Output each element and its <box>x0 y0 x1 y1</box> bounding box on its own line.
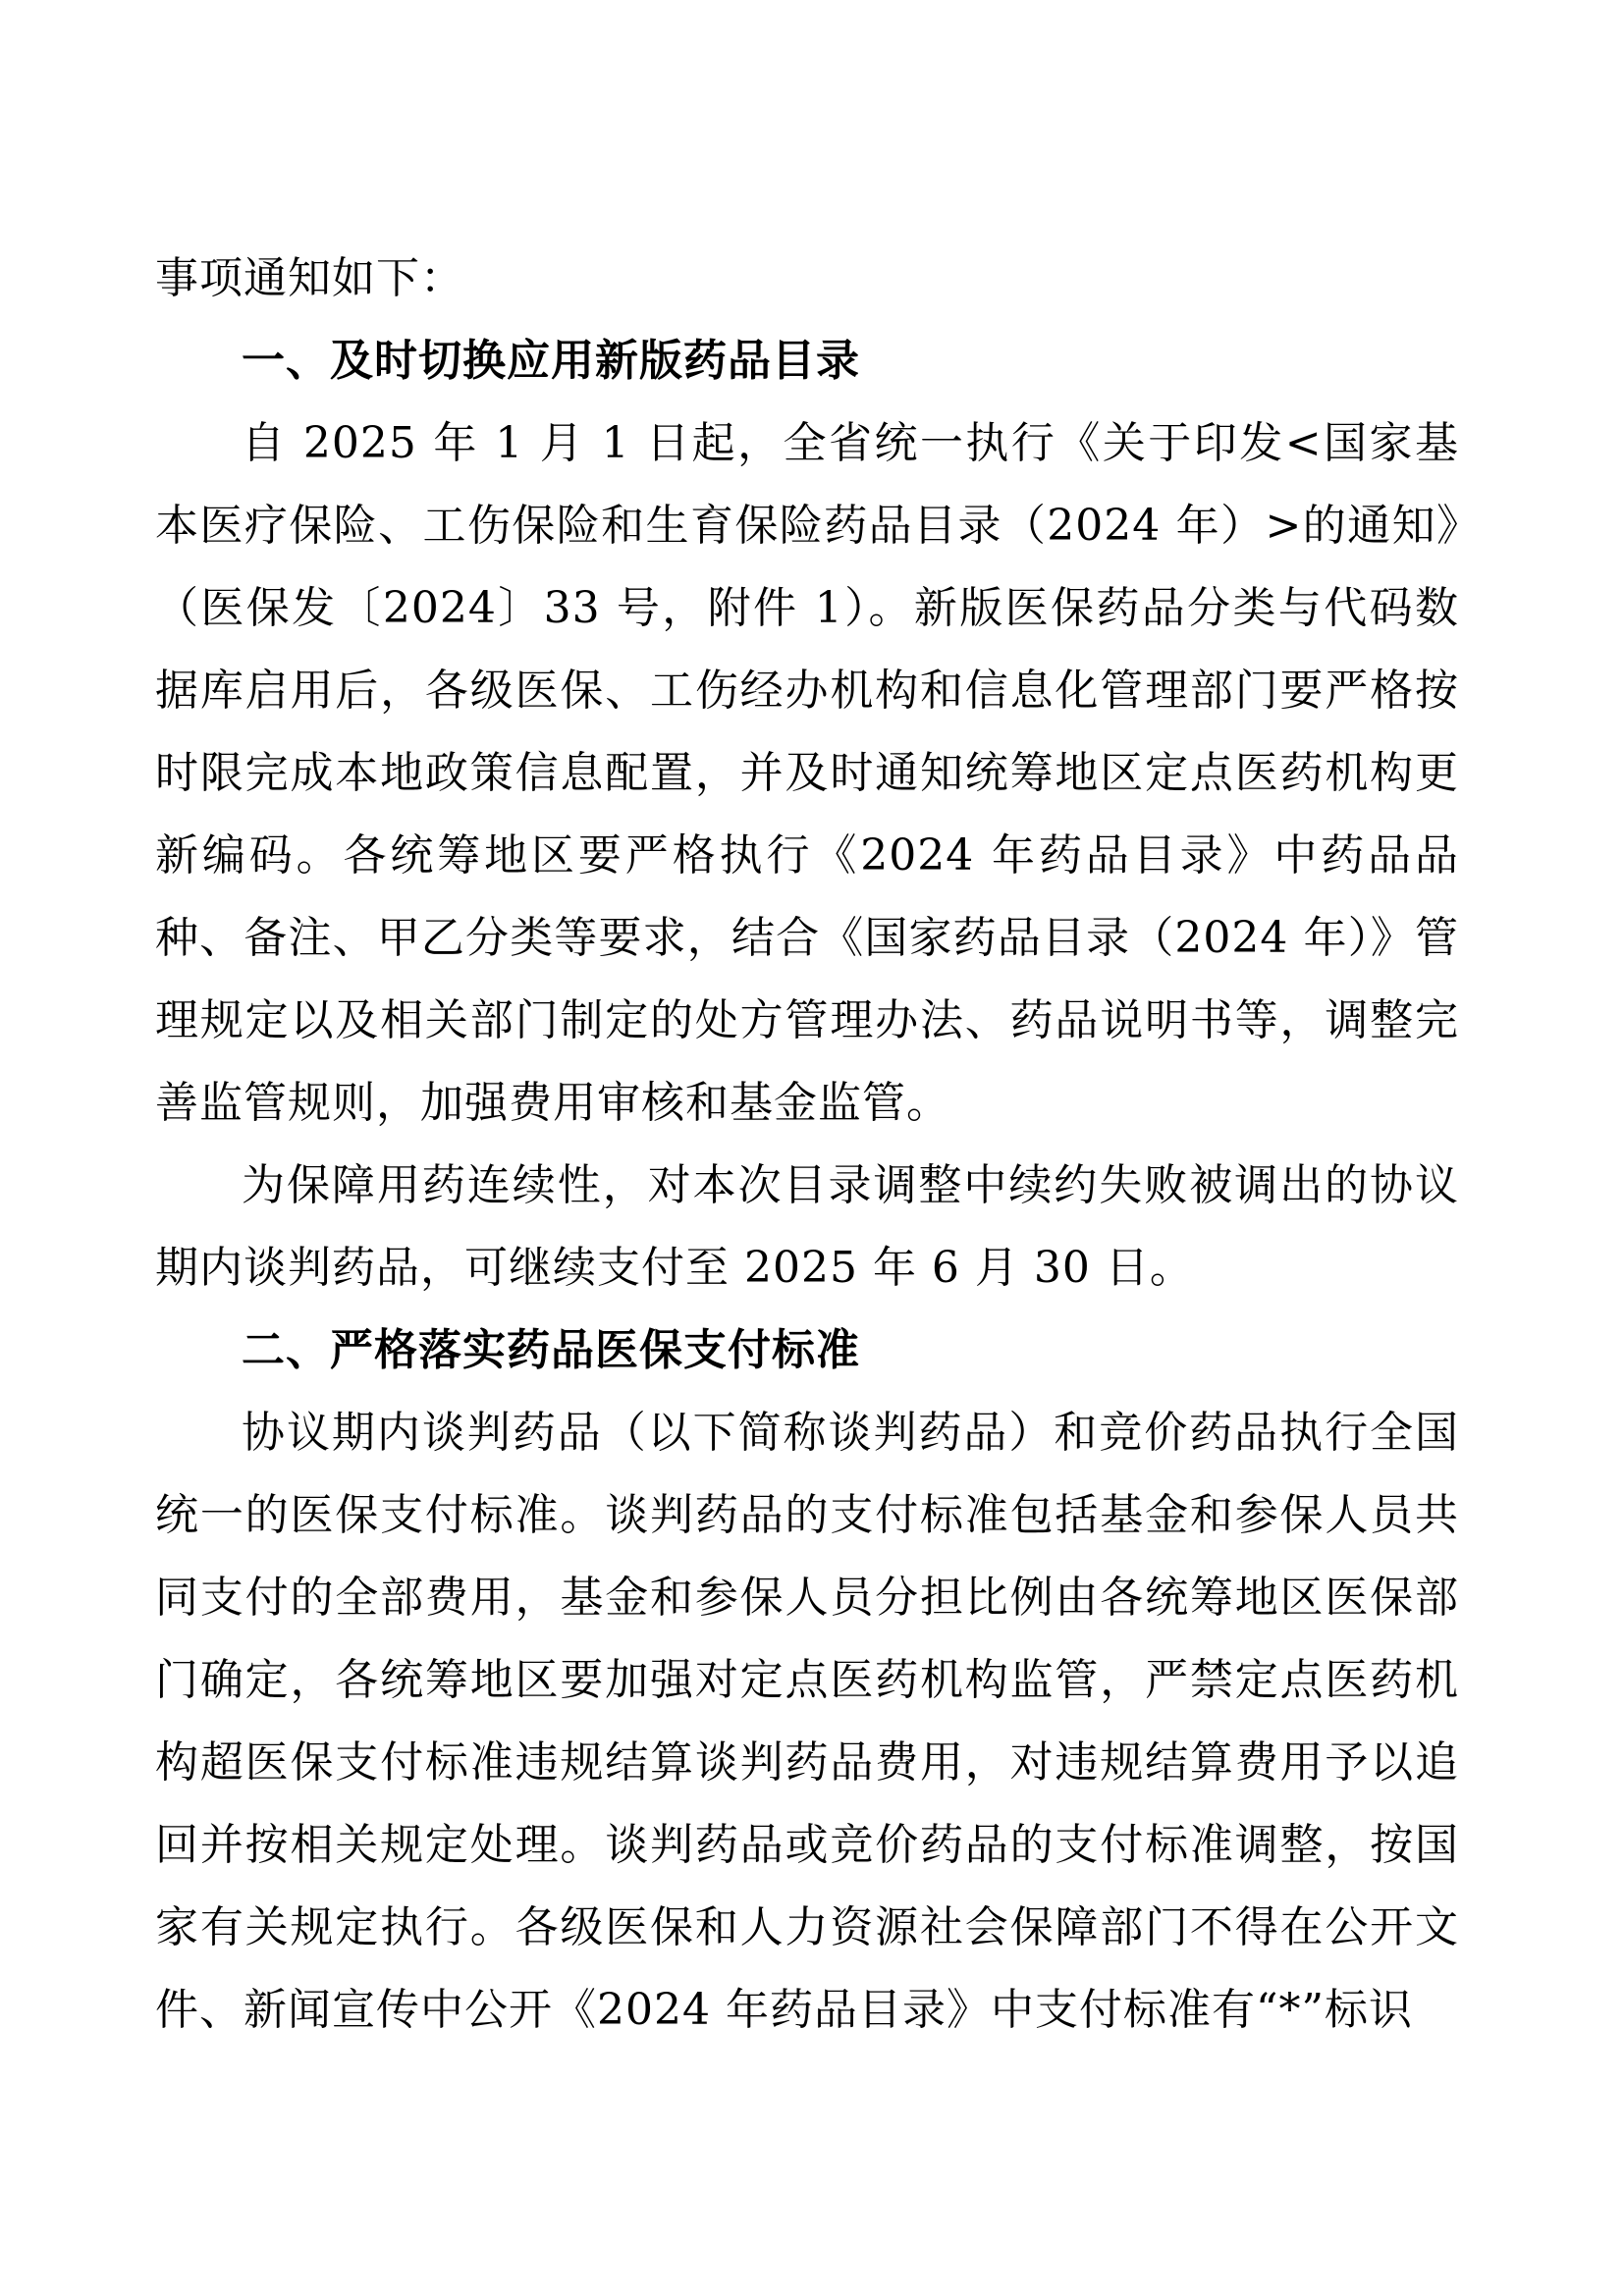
section-2-paragraph-1: 协议期内谈判药品（以下简称谈判药品）和竞价药品执行全国统一的医保支付标准。谈判药品的支付标准包括基金和参保人员共同支付的全部费用，基金和参保人员分担比例由各统筹地区医保部门确定，各统筹地区要加强对定点医药机构监管，严禁定点医药机构超医保支付标准违规结算谈判药品费用，对违规结算费用予以追回并按相关规定处理。谈判药品或竞价药品的支付标准调整，按国家有关规定执行。各级医保和人力资源社会保障部门不得在公开文件、新闻宣传中公开《2024 年药品目录》中支付标准有“*”标识 <box>155 1408 1459 2035</box>
section-2-heading: 二、严格落实药品医保支付标准 <box>242 1325 860 1375</box>
intro-text: 事项通知如下： <box>155 253 464 303</box>
document-body <box>155 238 1459 2052</box>
section-1-paragraph-2: 为保障用药连续性，对本次目录调整中续约失败被调出的协议期内谈判药品，可继续支付至 2025 年 6 月 30 日。 <box>155 1160 1459 1293</box>
section-1-paragraph-1: 自 2025 年 1 月 1 日起，全省统一执行《关于印发<国家基本医疗保险、工伤保险和生育保险药品目录（2024 年）>的通知》（医保发〔2024〕33 号，附件 1）。新版医保药品分类与代码数据库启用后，各级医保、工伤经办机构和信息化管理部门要严格按时限完成本地政策信息配置，并及时通知统筹地区定点医药机构更新编码。各统筹地区要严格执行《2024 年药品目录》中药品品种、备注、甲乙分类等要求，结合《国家药品目录（2024 年）》管理规定以及相关部门制定的处方管理办法、药品说明书等，调整完善监管规则，加强费用审核和基金监管。 <box>155 418 1459 1128</box>
section-1-heading: 一、及时切换应用新版药品目录 <box>242 336 860 386</box>
